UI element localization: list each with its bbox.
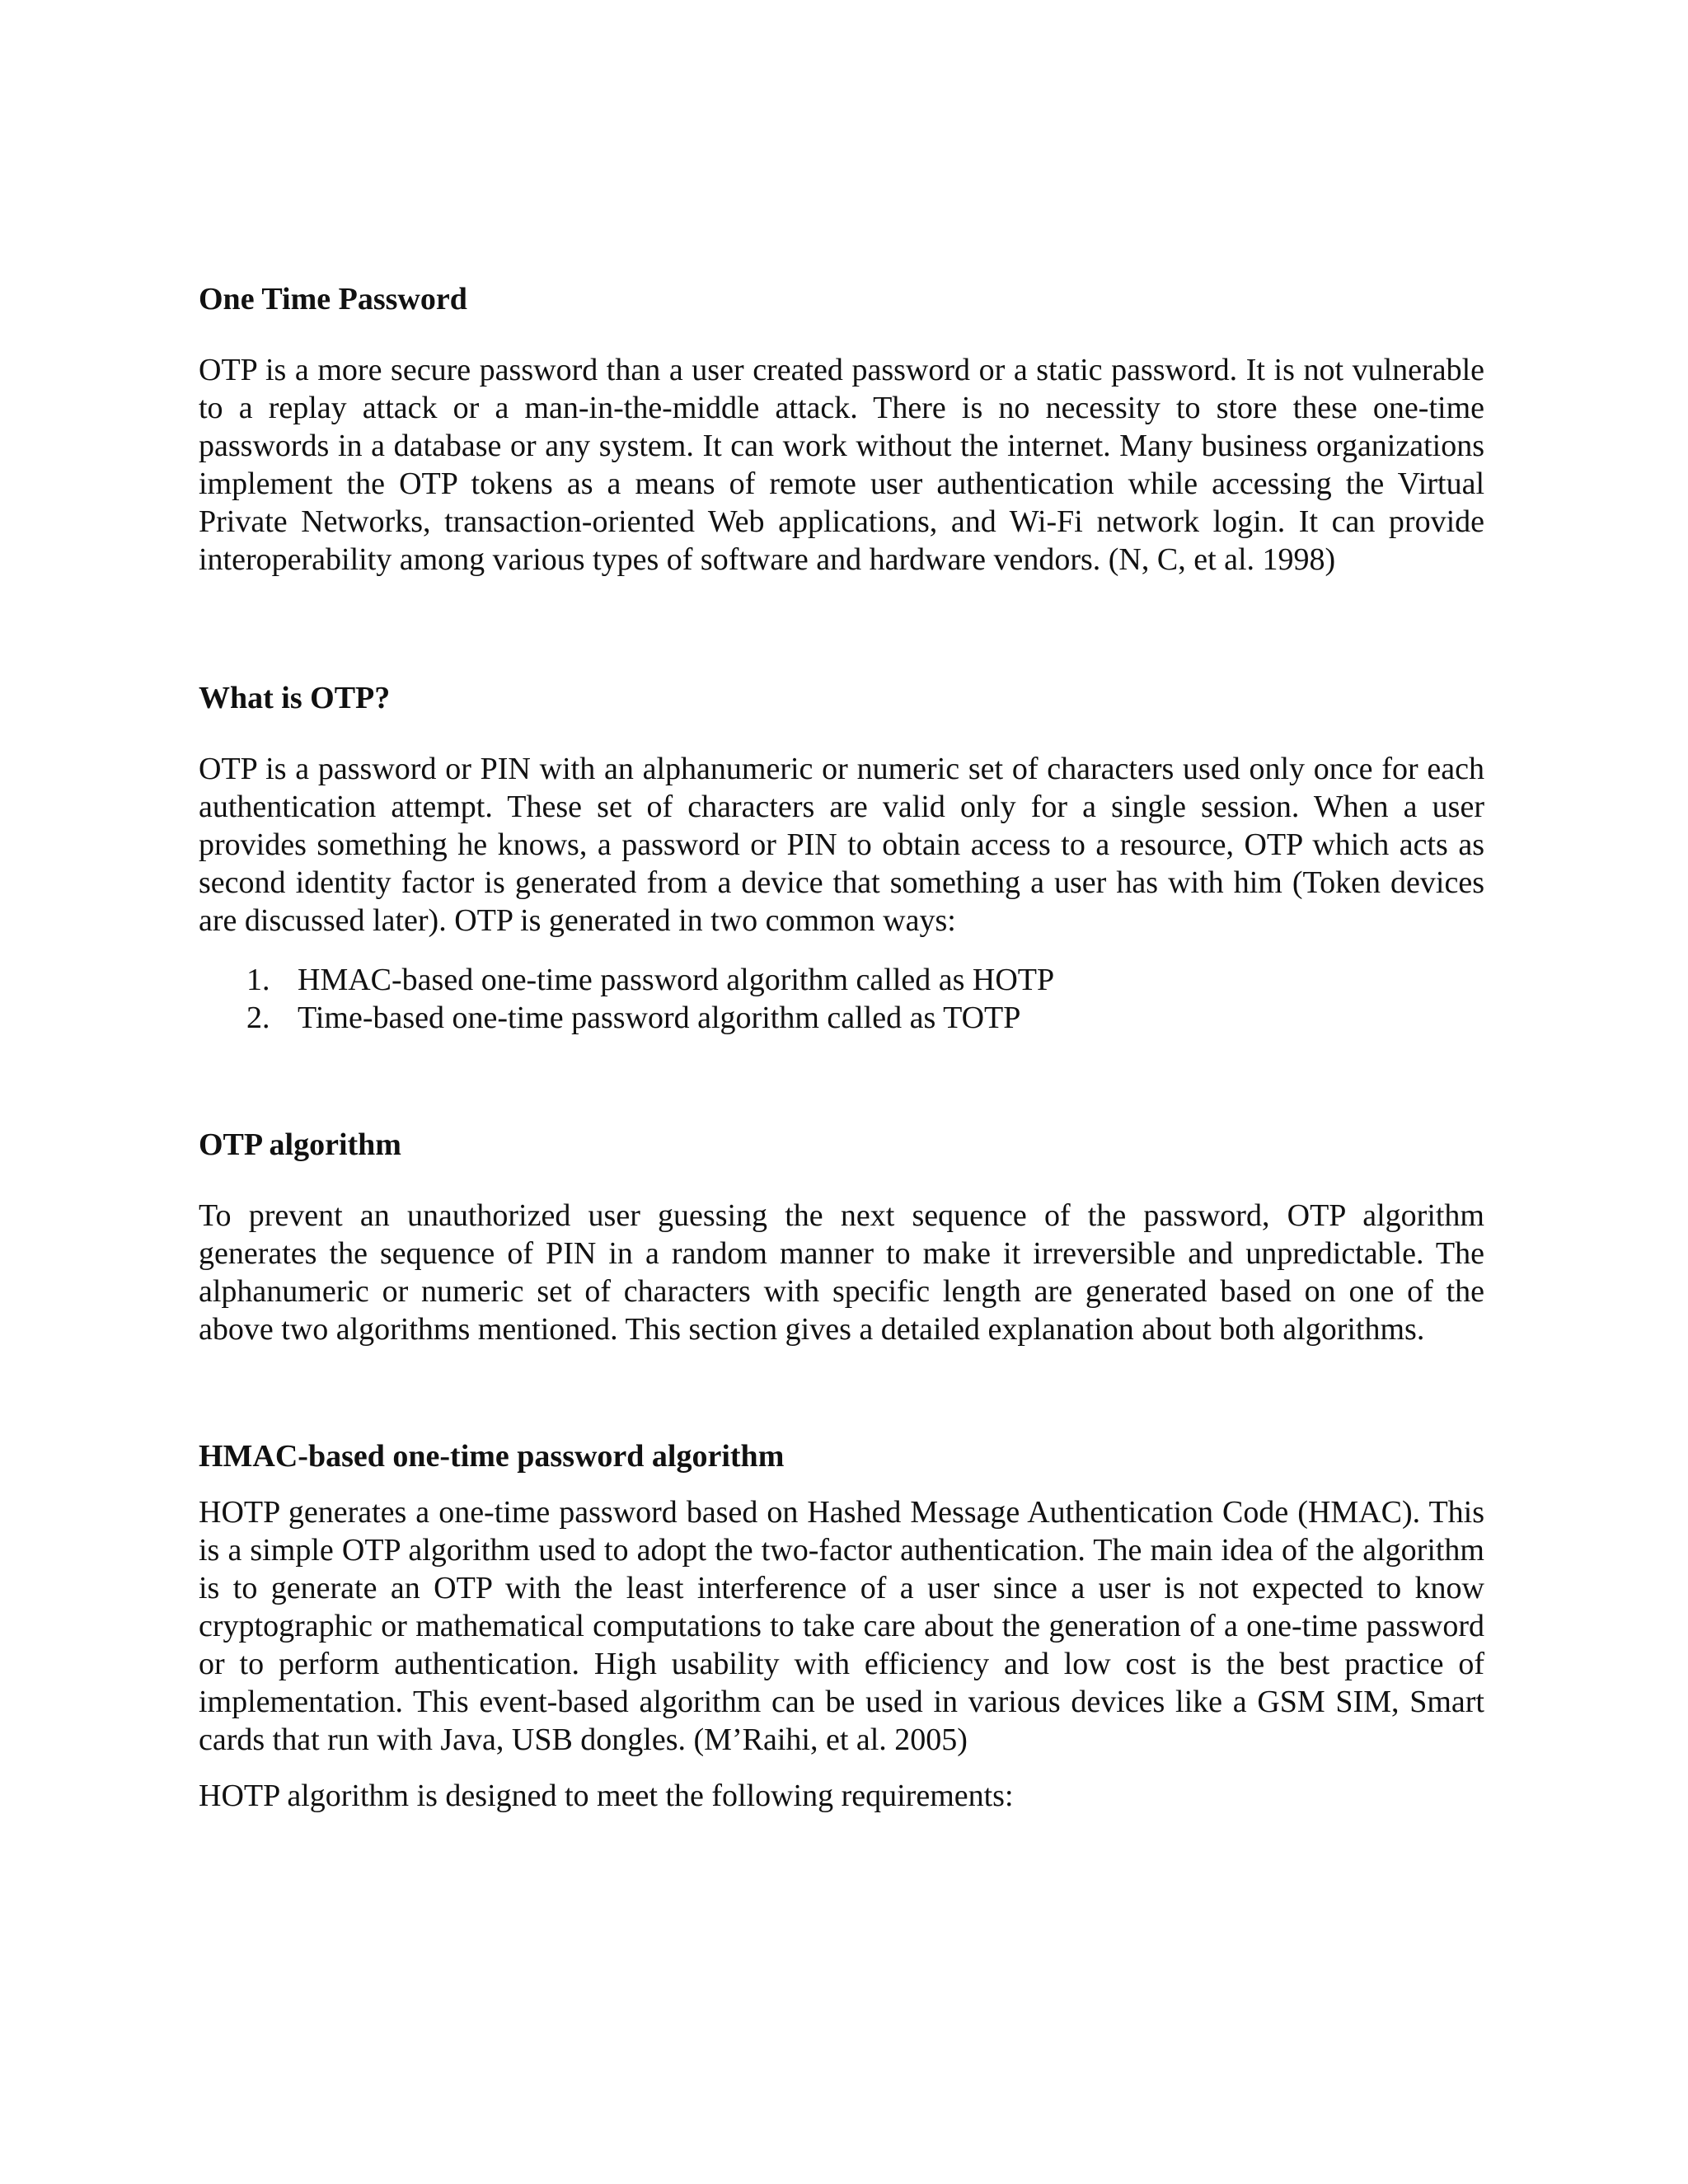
paragraph-otp-algorithm: To prevent an unauthorized user guessing the next sequence of the password, OTP algorithm generates the sequence of PIN in a random manner to make it irreversible and unpredictable. The alphanumeric or numeric set of characters with specific length are generated based on one of the above two algorithms mentioned. This section gives a detailed explanation about both algorithms. [199,1198,1484,1347]
list-item-number: 1. [246,963,270,997]
heading-what-is-otp: What is OTP? [199,681,391,715]
paragraph-what-is-otp: OTP is a password or PIN with an alphanumeric or numeric set of characters used only once for each authentication attempt. These set of characters are valid only for a single session. When a user provides something he knows, a password or PIN to obtain access to a resource, OTP which acts as second identity factor is generated from a device that something a user has with him (Token devices are discussed later). OTP is generated in two common ways: [199,752,1484,938]
list-item [199,999,1484,1037]
list-item-number: 2. [246,1001,270,1035]
paragraph-one-time-password: OTP is a more secure password than a user created password or a static password. It is not vulnerable to a replay attack or a man-in-the-middle attack. There is no necessity to store these one-time passwords in a database or any system. It can work without the internet. Many business organizations implement the OTP tokens as a means of remote user authentication while accessing the Virtual Private Networks, transaction-oriented Web applications, and Wi-Fi network login. It can provide interoperability among various types of software and hardware vendors. (N, C, et al. 1998) [199,353,1484,577]
paragraph-hotp-requirements: HOTP algorithm is designed to meet the following requirements: [199,1779,1014,1813]
list-item [199,961,1484,999]
document-page [199,280,1484,1815]
list-item-text: Time-based one-time password algorithm called as TOTP [298,1001,1021,1035]
heading-otp-algorithm: OTP algorithm [199,1127,401,1162]
paragraph-hmac-based-otp: HOTP generates a one-time password based on Hashed Message Authentication Code (HMAC). This is a simple OTP algorithm used to adopt the two-factor authentication. The main idea of the algorithm is to generate an OTP with the least interference of a user since a user is not expected to know cryptographic or mathematical computations to take care about the generation of a one-time password or to perform authentication. High usability with efficiency and low cost is the best practice of implementation. This event-based algorithm can be used in various devices like a GSM SIM, Smart cards that run with Java, USB dongles. (M’Raihi, et al. 2005) [199,1495,1484,1757]
heading-hmac-based-otp: HMAC-based one-time password algorithm [199,1439,785,1474]
list-item-text: HMAC-based one-time password algorithm called as HOTP [298,963,1055,997]
heading-one-time-password: One Time Password [199,282,467,316]
otp-methods-list [199,961,1484,1037]
